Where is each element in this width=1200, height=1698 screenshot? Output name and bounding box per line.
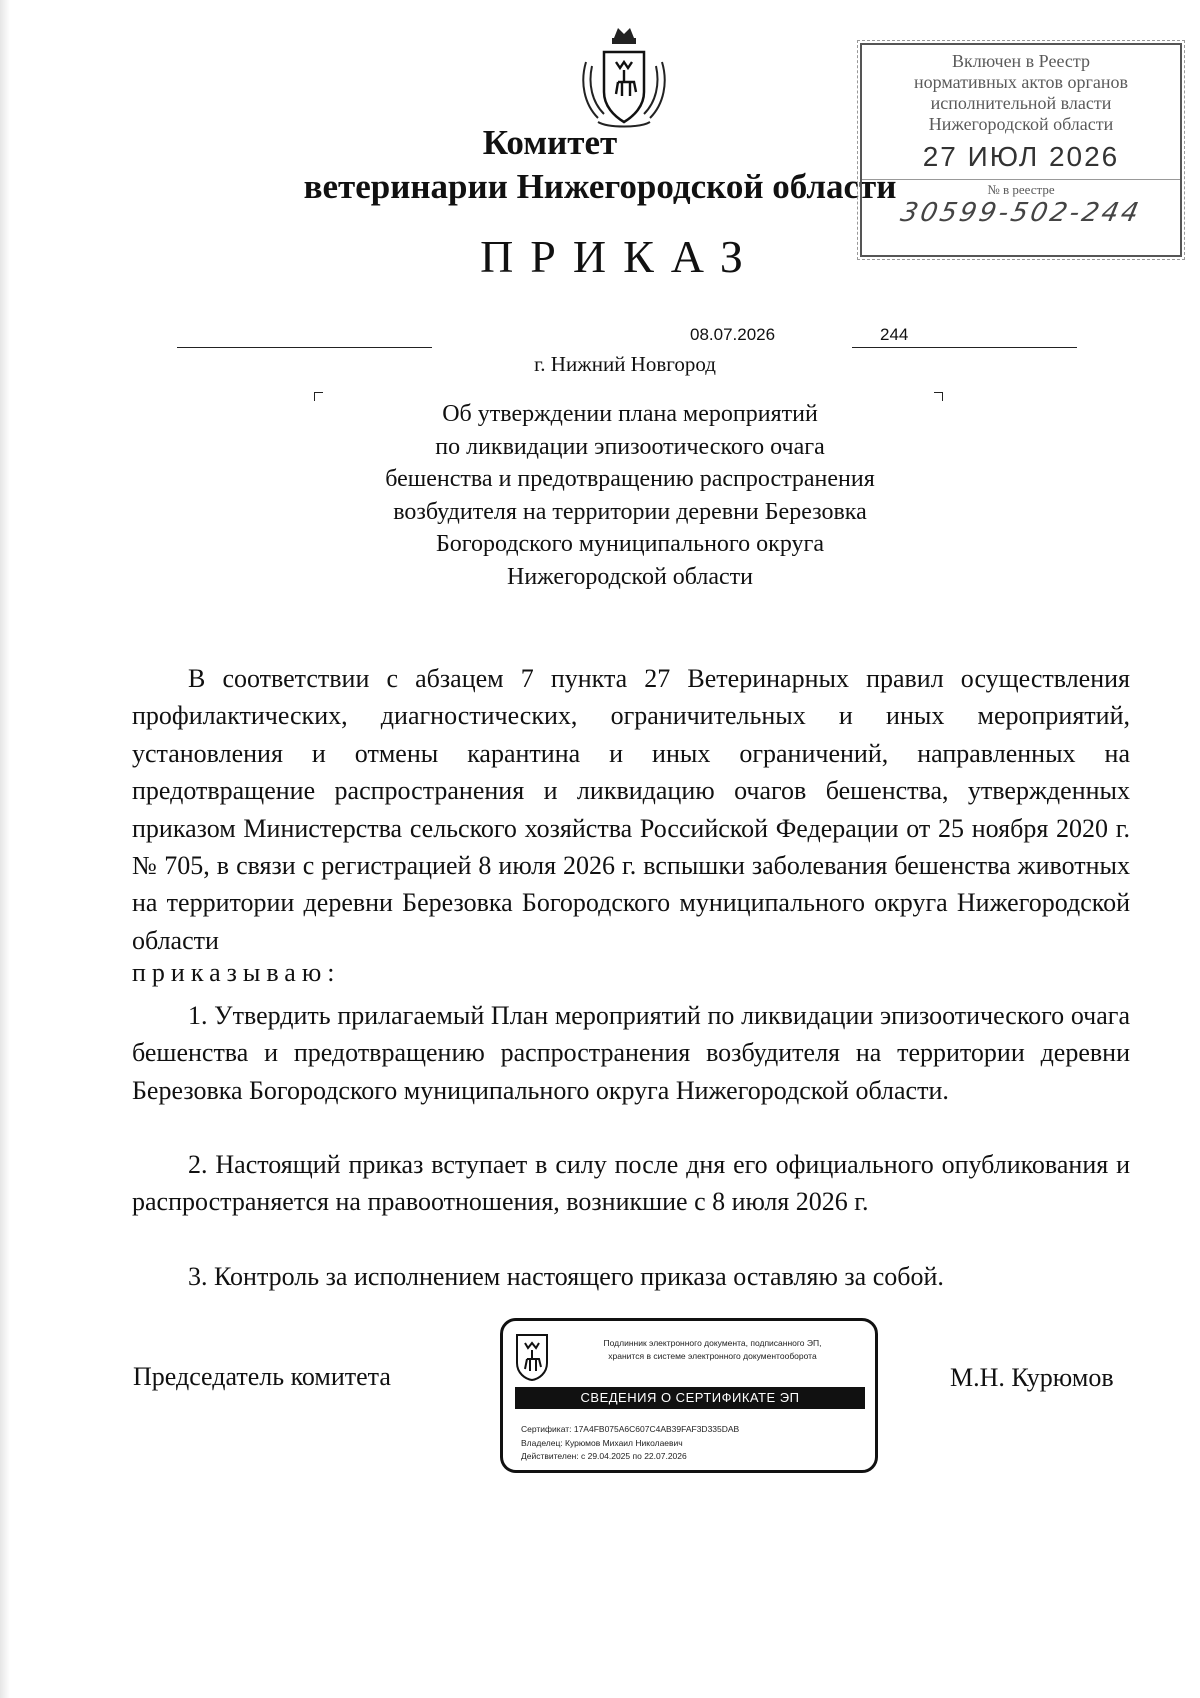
signer-name: М.Н. Курюмов — [950, 1363, 1114, 1392]
deer-emblem-icon — [515, 1333, 549, 1381]
order-item-3: 3. Контроль за исполнением настоящего приказа оставляю за собой. — [188, 1262, 944, 1291]
esig-certificate-info — [521, 1423, 739, 1464]
subject-line: Нижегородской области — [506, 563, 754, 590]
order-subject — [280, 398, 980, 593]
subject-line: возбудителя на территории деревни Березовка — [393, 498, 867, 525]
order-item-2: 2. Настоящий приказ вступает в силу после дня его официального опубликования и распространяется на правоотношения, возникшие с 8 июля 2026 г. — [132, 1150, 1130, 1217]
esig-validity: Действителен: с 29.04.2025 по 22.07.2026 — [521, 1451, 687, 1461]
coat-of-arms-icon — [578, 22, 670, 130]
subject-line: по ликвидации эпизоотического очага — [435, 433, 825, 460]
stamp-number-label: № в реестре — [862, 179, 1180, 198]
esig-owner: Владелец: Курюмов Михаил Николаевич — [521, 1437, 683, 1448]
stamp-line: Включен в Реестр — [952, 51, 1090, 71]
number-underline — [852, 347, 1077, 348]
registry-stamp — [860, 43, 1182, 257]
order-date: 08.07.2026 — [690, 325, 776, 344]
preamble-paragraph: В соответствии с абзацем 7 пункта 27 Ветеринарных правил осуществления профилактических, диагностических, ограничительных и иных мероприятий, установления и отмены карантина и иных ограничений, направленных на предотвращение распространения и ликвидацию очагов бешенства, утвержденных приказом Министерства сельского хозяйства Российской Федерации от 25 ноября 2020 г. № 705, в связи с регистрацией 8 июля 2026 г. вспышки заболевания бешенства животных на территории деревни Березовка Богородского муниципального округа Нижегородской области — [132, 664, 1130, 955]
esig-note — [555, 1337, 870, 1363]
esig-certificate: Сертификат: 17A4FB075A6C607C4AB39FAF3D335DAB — [521, 1424, 740, 1434]
order-title: ПРИКАЗ — [480, 231, 760, 282]
esig-note-line: хранится в системе электронного документооборота — [608, 1351, 817, 1361]
stamp-line: нормативных актов органов — [913, 72, 1128, 92]
stamp-registry-number: 30599-502-244 — [897, 198, 1145, 228]
order-number: 244 — [880, 325, 909, 344]
signer-title: Председатель комитета — [133, 1362, 391, 1391]
subject-line: Об утверждении плана мероприятий — [442, 401, 818, 427]
stamp-date: 27 ИЮЛ 2026 — [922, 141, 1120, 172]
stamp-line: исполнительной власти — [930, 93, 1112, 113]
stamp-line: Нижегородской области — [928, 114, 1114, 134]
committee-name-line1: Комитет — [482, 123, 618, 162]
date-underline — [177, 347, 432, 348]
city: г. Нижний Новгород — [534, 352, 716, 376]
scan-edge-shadow — [0, 0, 10, 1698]
subject-line: Богородского муниципального округа — [435, 531, 824, 557]
committee-name-line2: ветеринарии Нижегородской области — [303, 167, 897, 206]
order-item-1: 1. Утвердить прилагаемый План мероприятий по ликвидации эпизоотического очага бешенства и предотвращению распространения возбудителя на территории деревни Березовка Богородского муниципального округа Нижегородской области. — [132, 1001, 1130, 1105]
esig-note-line: Подлинник электронного документа, подписанного ЭП, — [603, 1338, 822, 1348]
esig-banner: СВЕДЕНИЯ О СЕРТИФИКАТЕ ЭП — [515, 1387, 865, 1409]
decree-word: приказываю: — [132, 958, 341, 987]
electronic-signature-stamp — [500, 1318, 878, 1473]
subject-line: бешенства и предотвращению распространения — [385, 466, 875, 492]
